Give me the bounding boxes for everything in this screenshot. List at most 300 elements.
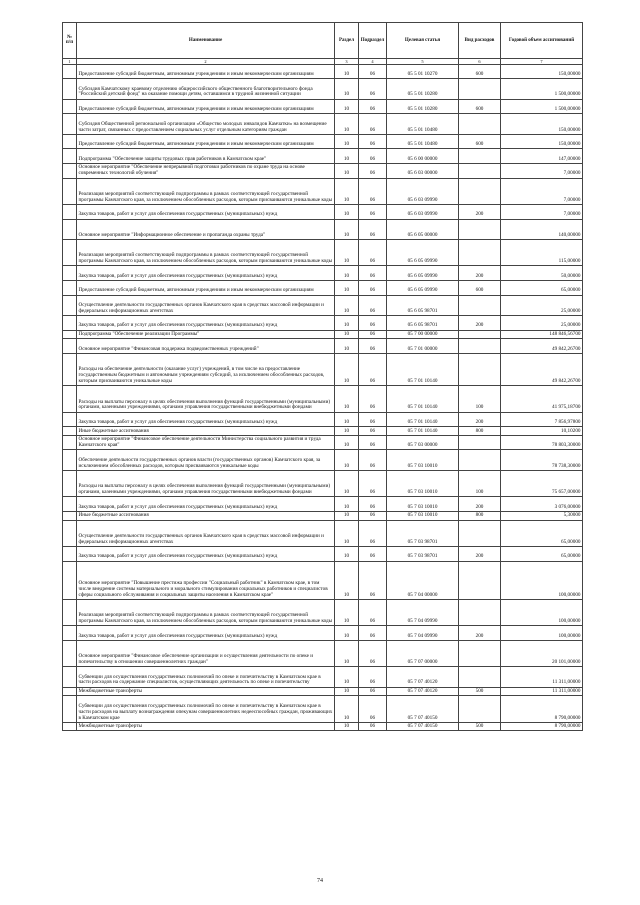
row-target-cell: 05 6 03 09990 [387,204,459,219]
table-row [63,626,583,641]
row-razdel-cell: 10 [335,149,359,164]
row-sum-cell: 115,00000 [501,240,583,266]
col-number: 1 [63,58,77,64]
table-row [63,163,583,178]
row-razdel-cell: 10 [335,696,359,722]
row-num-cell [63,561,77,599]
row-razdel-cell: 10 [335,353,359,385]
row-name-cell: Основное мероприятие "Финансовое обеспечение организации и осуществления деятельности по опеке и попечительству в отношении совершеннолетних граждан" [77,640,335,666]
page-number: 74 [317,878,323,884]
row-target-cell: 05 7 03 10010 [387,497,459,512]
row-target-cell: 05 6 05 09990 [387,280,459,295]
row-name-cell: Предоставление субсидий бюджетным, автономным учреждениям и иным некоммерческим организациям [77,99,335,114]
row-razdel-cell: 10 [335,316,359,331]
row-sum-cell: 65,00000 [501,547,583,562]
row-vr-cell: 600 [459,64,501,79]
row-name-cell: Реализация мероприятий соответствующей подпрограммы в рамках соответствующей государственной программы Камчатского края, за исключением обособленных расходов, которым присваиваются уникальные коды [77,178,335,204]
row-podrazdel-cell: 06 [359,339,387,354]
row-vr-cell: 100 [459,386,501,412]
row-vr-cell [459,178,501,204]
table-row [63,99,583,114]
row-target-cell: 05 5 01 10480 [387,114,459,134]
row-razdel-cell: 10 [335,240,359,266]
row-razdel-cell: 10 [335,412,359,427]
row-razdel-cell: 10 [335,427,359,436]
row-podrazdel-cell: 06 [359,353,387,385]
row-vr-cell [459,163,501,178]
row-razdel-cell: 10 [335,339,359,354]
table-row [63,722,583,731]
budget-table-sheet [62,22,582,731]
row-name-cell: Закупка товаров, работ и услуг для обеспечения государственных (муниципальных) нужд [77,266,335,281]
row-target-cell: 05 7 04 09990 [387,626,459,641]
row-num-cell [63,696,77,722]
row-num-cell [63,64,77,79]
row-podrazdel-cell: 06 [359,316,387,331]
row-name-cell: Закупка товаров, работ и услуг для обеспечения государственных (муниципальных) нужд [77,316,335,331]
row-sum-cell: 49 842,26700 [501,353,583,385]
table-row [63,497,583,512]
row-podrazdel-cell: 06 [359,547,387,562]
row-podrazdel-cell: 06 [359,163,387,178]
row-num-cell [63,687,77,696]
row-target-cell: 05 6 03 00000 [387,163,459,178]
row-razdel-cell: 10 [335,497,359,512]
row-target-cell: 05 7 01 10140 [387,386,459,412]
row-podrazdel-cell: 06 [359,696,387,722]
row-num-cell [63,353,77,385]
row-num-cell [63,640,77,666]
row-podrazdel-cell: 06 [359,722,387,731]
col-header-num: № п/п [63,23,77,59]
row-vr-cell [459,240,501,266]
row-target-cell: 05 5 01 10270 [387,64,459,79]
header-row [63,23,583,59]
row-sum-cell: 3 076,00000 [501,497,583,512]
row-target-cell: 05 7 03 10010 [387,511,459,520]
table-row [63,295,583,315]
row-razdel-cell: 10 [335,330,359,339]
row-razdel-cell: 10 [335,79,359,99]
row-vr-cell: 200 [459,547,501,562]
table-row [63,266,583,281]
row-razdel-cell: 10 [335,114,359,134]
row-podrazdel-cell: 06 [359,134,387,149]
row-target-cell: 05 7 01 10140 [387,353,459,385]
table-row [63,561,583,599]
row-name-cell: Закупка товаров, работ и услуг для обеспечения государственных (муниципальных) нужд [77,626,335,641]
row-sum-cell: 11 311,00000 [501,667,583,687]
row-podrazdel-cell: 06 [359,667,387,687]
table-row [63,470,583,496]
table-row [63,427,583,436]
row-vr-cell: 200 [459,316,501,331]
row-num-cell [63,497,77,512]
row-podrazdel-cell: 06 [359,626,387,641]
col-number: 6 [459,58,501,64]
row-sum-cell: 1 500,00000 [501,99,583,114]
row-name-cell: Осуществление деятельности государственных органов Камчатского края в средствах массовой информации и федеральных информационных агентствах [77,520,335,546]
row-podrazdel-cell: 06 [359,497,387,512]
row-target-cell: 05 7 03 98701 [387,520,459,546]
row-razdel-cell: 10 [335,640,359,666]
row-podrazdel-cell: 06 [359,295,387,315]
row-num-cell [63,435,77,450]
row-sum-cell: 150,00000 [501,134,583,149]
row-target-cell: 05 7 04 00000 [387,561,459,599]
row-podrazdel-cell: 06 [359,79,387,99]
table-row [63,134,583,149]
row-num-cell [63,316,77,331]
row-razdel-cell: 10 [335,266,359,281]
row-podrazdel-cell: 06 [359,280,387,295]
row-name-cell: Основное мероприятие "Повышение престижа профессии "Социальный работник" в Камчатском крае, в том числе внедрение системы материального и морального стимулирования социальных работников и специалистов сферы социального обслуживания и социальных защиты населения в Камчатском крае" [77,561,335,599]
row-num-cell [63,99,77,114]
row-sum-cell: 7,00000 [501,204,583,219]
table-row [63,219,583,239]
row-podrazdel-cell: 06 [359,511,387,520]
row-name-cell: Субсидия Камчатскому краевому отделению общероссийского общественного благотворительного фонда "Российский детский фонд" на оказание помощи детям, оставшимся в трудной жизненной ситуации [77,79,335,99]
row-sum-cell: 100,00000 [501,599,583,625]
row-sum-cell: 150,00000 [501,114,583,134]
row-sum-cell: 100,00000 [501,626,583,641]
row-name-cell: Межбюджетные трансферты [77,722,335,731]
row-razdel-cell: 10 [335,163,359,178]
row-podrazdel-cell: 06 [359,64,387,79]
row-sum-cell: 11 311,00000 [501,687,583,696]
row-vr-cell [459,79,501,99]
row-sum-cell: 50,00000 [501,266,583,281]
row-name-cell: Иные бюджетные ассигнования [77,511,335,520]
row-name-cell: Закупка товаров, работ и услуг для обеспечения государственных (муниципальных) нужд [77,497,335,512]
row-razdel-cell: 10 [335,626,359,641]
row-razdel-cell: 10 [335,99,359,114]
row-sum-cell: 75 657,00000 [501,470,583,496]
row-podrazdel-cell: 06 [359,386,387,412]
row-num-cell [63,339,77,354]
row-target-cell: 05 6 00 00000 [387,149,459,164]
row-sum-cell: 1 500,00000 [501,79,583,99]
row-podrazdel-cell: 06 [359,435,387,450]
row-target-cell: 05 7 07 40120 [387,667,459,687]
row-num-cell [63,204,77,219]
row-podrazdel-cell: 06 [359,470,387,496]
row-num-cell [63,450,77,470]
row-vr-cell [459,667,501,687]
row-sum-cell: 78 803,30000 [501,435,583,450]
row-podrazdel-cell: 06 [359,427,387,436]
budget-table [62,22,583,731]
row-vr-cell: 500 [459,687,501,696]
row-sum-cell: 7 856,97800 [501,412,583,427]
row-razdel-cell: 10 [335,204,359,219]
row-vr-cell [459,599,501,625]
row-num-cell [63,722,77,731]
table-row [63,640,583,666]
row-target-cell: 05 5 01 10480 [387,134,459,149]
table-row [63,353,583,385]
col-number: 3 [335,58,359,64]
row-target-cell: 05 6 05 98701 [387,295,459,315]
col-header-vr: Вид расходов [459,23,501,59]
row-sum-cell: 147,00000 [501,149,583,164]
row-vr-cell [459,353,501,385]
row-num-cell [63,114,77,134]
row-vr-cell [459,330,501,339]
row-sum-cell: 20 101,00000 [501,640,583,666]
row-razdel-cell: 10 [335,280,359,295]
row-podrazdel-cell: 06 [359,114,387,134]
row-num-cell [63,599,77,625]
row-podrazdel-cell: 06 [359,149,387,164]
row-sum-cell: 8 790,00000 [501,696,583,722]
table-row [63,450,583,470]
row-name-cell: Осуществление деятельности государственных органов Камчатского края в средствах массовой информации и федеральных информационных агентствах [77,295,335,315]
row-num-cell [63,330,77,339]
col-header-name: Наименование [77,23,335,59]
col-header-sum: Годовой объем ассигнований [501,23,583,59]
table-row [63,204,583,219]
row-razdel-cell: 10 [335,178,359,204]
table-row [63,435,583,450]
row-razdel-cell: 10 [335,722,359,731]
row-vr-cell: 200 [459,497,501,512]
row-sum-cell: 150,00000 [501,64,583,79]
row-sum-cell: 100,00000 [501,561,583,599]
row-target-cell: 05 7 01 10140 [387,412,459,427]
row-sum-cell: 25,00000 [501,316,583,331]
row-target-cell: 05 6 03 09990 [387,178,459,204]
row-vr-cell: 100 [459,470,501,496]
table-row [63,520,583,546]
table-row [63,330,583,339]
row-target-cell: 05 6 05 98701 [387,316,459,331]
row-name-cell: Закупка товаров, работ и услуг для обеспечения государственных (муниципальных) нужд [77,412,335,427]
row-vr-cell [459,149,501,164]
table-row [63,386,583,412]
row-name-cell: Расходы на выплаты персоналу в целях обеспечения выполнения функций государственными (муниципальными) органами, казенными учреждениями, органами управления государственными внебюджетными фондами [77,386,335,412]
row-vr-cell: 600 [459,99,501,114]
row-vr-cell [459,640,501,666]
row-target-cell: 05 7 07 40150 [387,722,459,731]
table-row [63,339,583,354]
row-name-cell: Обеспечение деятельности государственных органов власти (государственных органов) Камчатского края, за исключением обособленных расходов, которым присваиваются уникальные коды [77,450,335,470]
row-podrazdel-cell: 06 [359,599,387,625]
row-sum-cell: 140,00000 [501,219,583,239]
row-vr-cell [459,450,501,470]
row-name-cell: Субвенции для осуществления государственных полномочий по опеке и попечительству в Камчатском крае в части расходов на выплату вознаграждения опекунам совершеннолетних недееспособных граждан, проживающих в Камчатском крае [77,696,335,722]
row-sum-cell: 49 842,26700 [501,339,583,354]
row-sum-cell: 10,10200 [501,427,583,436]
table-row [63,696,583,722]
row-podrazdel-cell: 06 [359,266,387,281]
row-num-cell [63,163,77,178]
row-target-cell: 05 7 01 10140 [387,427,459,436]
row-num-cell [63,266,77,281]
row-name-cell: Реализация мероприятий соответствующей подпрограммы в рамках соответствующей государственной программы Камчатского края, за исключением обособленных расходов, которым присваиваются уникальные коды [77,599,335,625]
row-vr-cell: 800 [459,511,501,520]
row-vr-cell: 600 [459,280,501,295]
row-name-cell: Предоставление субсидий бюджетным, автономным учреждениям и иным некоммерческим организациям [77,280,335,295]
row-num-cell [63,386,77,412]
table-row [63,149,583,164]
row-target-cell: 05 7 07 40120 [387,687,459,696]
row-num-cell [63,547,77,562]
row-razdel-cell: 10 [335,547,359,562]
row-vr-cell: 800 [459,427,501,436]
col-number: 7 [501,58,583,64]
row-vr-cell [459,520,501,546]
row-target-cell: 05 5 01 10280 [387,79,459,99]
row-sum-cell: 148 846,56700 [501,330,583,339]
row-num-cell [63,219,77,239]
row-razdel-cell: 10 [335,470,359,496]
row-podrazdel-cell: 06 [359,450,387,470]
row-razdel-cell: 10 [335,435,359,450]
row-target-cell: 05 6 05 00000 [387,219,459,239]
row-vr-cell [459,561,501,599]
row-podrazdel-cell: 06 [359,640,387,666]
row-razdel-cell: 10 [335,64,359,79]
table-row [63,511,583,520]
row-vr-cell: 200 [459,626,501,641]
col-header-target: Целевая статья [387,23,459,59]
row-razdel-cell: 10 [335,386,359,412]
row-sum-cell: 5,30000 [501,511,583,520]
row-razdel-cell: 10 [335,599,359,625]
table-row [63,178,583,204]
row-sum-cell: 8 790,00000 [501,722,583,731]
row-num-cell [63,178,77,204]
col-header-podrazdel: Подраздел [359,23,387,59]
row-name-cell: Межбюджетные трансферты [77,687,335,696]
row-sum-cell: 65,00000 [501,280,583,295]
row-vr-cell [459,219,501,239]
row-target-cell: 05 7 03 10010 [387,470,459,496]
row-podrazdel-cell: 06 [359,99,387,114]
row-vr-cell [459,435,501,450]
row-sum-cell: 41 975,18700 [501,386,583,412]
row-podrazdel-cell: 06 [359,219,387,239]
table-row [63,240,583,266]
row-num-cell [63,295,77,315]
row-razdel-cell: 10 [335,134,359,149]
row-name-cell: Закупка товаров, работ и услуг для обеспечения государственных (муниципальных) нужд [77,204,335,219]
row-name-cell: Подпрограмма "Обеспечение защиты трудовых прав работников в Камчатском крае" [77,149,335,164]
row-num-cell [63,520,77,546]
row-name-cell: Закупка товаров, работ и услуг для обеспечения государственных (муниципальных) нужд [77,547,335,562]
row-target-cell: 05 5 01 10280 [387,99,459,114]
row-vr-cell: 200 [459,266,501,281]
table-row [63,280,583,295]
table-body [63,64,583,731]
row-name-cell: Основное мероприятие "Информационное обеспечение и пропаганда охраны труда" [77,219,335,239]
row-vr-cell [459,696,501,722]
row-name-cell: Основное мероприятие "Обеспечение непрерывной подготовки работников по охране труда на основе современных технологий обучения" [77,163,335,178]
table-row [63,114,583,134]
row-sum-cell: 7,00000 [501,178,583,204]
row-podrazdel-cell: 06 [359,330,387,339]
row-razdel-cell: 10 [335,450,359,470]
table-row [63,316,583,331]
row-sum-cell: 78 738,30000 [501,450,583,470]
col-number: 5 [387,58,459,64]
row-vr-cell: 200 [459,204,501,219]
table-row [63,547,583,562]
row-podrazdel-cell: 06 [359,520,387,546]
row-razdel-cell: 10 [335,295,359,315]
row-target-cell: 05 7 07 00000 [387,640,459,666]
row-vr-cell [459,339,501,354]
col-number: 4 [359,58,387,64]
row-num-cell [63,427,77,436]
row-name-cell: Расходы на обеспечение деятельности (оказание услуг) учреждений, в том числе на предоставление государственным бюджетным и автономным учреждениям субсидий, за исключением обособленных расходов, которым присваиваются уникальные коды [77,353,335,385]
row-sum-cell: 25,00000 [501,295,583,315]
row-razdel-cell: 10 [335,667,359,687]
row-sum-cell: 7,00000 [501,163,583,178]
table-row [63,412,583,427]
row-vr-cell: 200 [459,412,501,427]
row-target-cell: 05 6 05 09990 [387,240,459,266]
row-razdel-cell: 10 [335,561,359,599]
row-name-cell: Расходы на выплаты персоналу в целях обеспечения выполнения функций государственными (муниципальными) органами, казенными учреждениями, органами управления государственными внебюджетными фондами [77,470,335,496]
row-sum-cell: 65,00000 [501,520,583,546]
row-target-cell: 05 6 05 09990 [387,266,459,281]
table-row [63,667,583,687]
row-num-cell [63,280,77,295]
row-target-cell: 05 7 03 10010 [387,450,459,470]
row-name-cell: Иные бюджетные ассигнования [77,427,335,436]
row-vr-cell [459,295,501,315]
row-target-cell: 05 7 07 40150 [387,696,459,722]
row-razdel-cell: 10 [335,511,359,520]
row-target-cell: 05 7 00 00000 [387,330,459,339]
row-podrazdel-cell: 06 [359,204,387,219]
row-target-cell: 05 7 01 00000 [387,339,459,354]
row-vr-cell [459,114,501,134]
row-razdel-cell: 10 [335,520,359,546]
row-target-cell: 05 7 03 00000 [387,435,459,450]
row-podrazdel-cell: 06 [359,178,387,204]
row-num-cell [63,149,77,164]
row-num-cell [63,412,77,427]
table-row [63,599,583,625]
col-number: 2 [77,58,335,64]
row-vr-cell: 500 [459,722,501,731]
row-name-cell: Подпрограмма "Обеспечение реализации Программы" [77,330,335,339]
row-name-cell: Предоставление субсидий бюджетным, автономным учреждениям и иным некоммерческим организациям [77,64,335,79]
col-header-razdel: Раздел [335,23,359,59]
row-podrazdel-cell: 06 [359,412,387,427]
row-num-cell [63,240,77,266]
row-num-cell [63,134,77,149]
table-row [63,64,583,79]
row-num-cell [63,626,77,641]
row-podrazdel-cell: 06 [359,561,387,599]
row-vr-cell: 600 [459,134,501,149]
row-num-cell [63,470,77,496]
row-name-cell: Основное мероприятие "Финансовое обеспечение деятельности Министерства социального развития и труда Камчатского края" [77,435,335,450]
row-podrazdel-cell: 06 [359,240,387,266]
row-name-cell: Основное мероприятие "Финансовая поддержка подведомственных учреждений" [77,339,335,354]
row-name-cell: Субсидия Общественной региональной организации «Общество молодых инвалидов Камчатки» на возмещение части затрат, связанных с предоставлением социальных услуг отдельным категориям граждан [77,114,335,134]
row-num-cell [63,79,77,99]
row-name-cell: Субвенции для осуществления государственных полномочий по опеке и попечительству в Камчатском крае в части расходов на содержание специалистов, осуществляющих деятельность по опеке и попечительству [77,667,335,687]
row-target-cell: 05 7 03 98701 [387,547,459,562]
row-num-cell [63,667,77,687]
row-razdel-cell: 10 [335,687,359,696]
table-row [63,79,583,99]
